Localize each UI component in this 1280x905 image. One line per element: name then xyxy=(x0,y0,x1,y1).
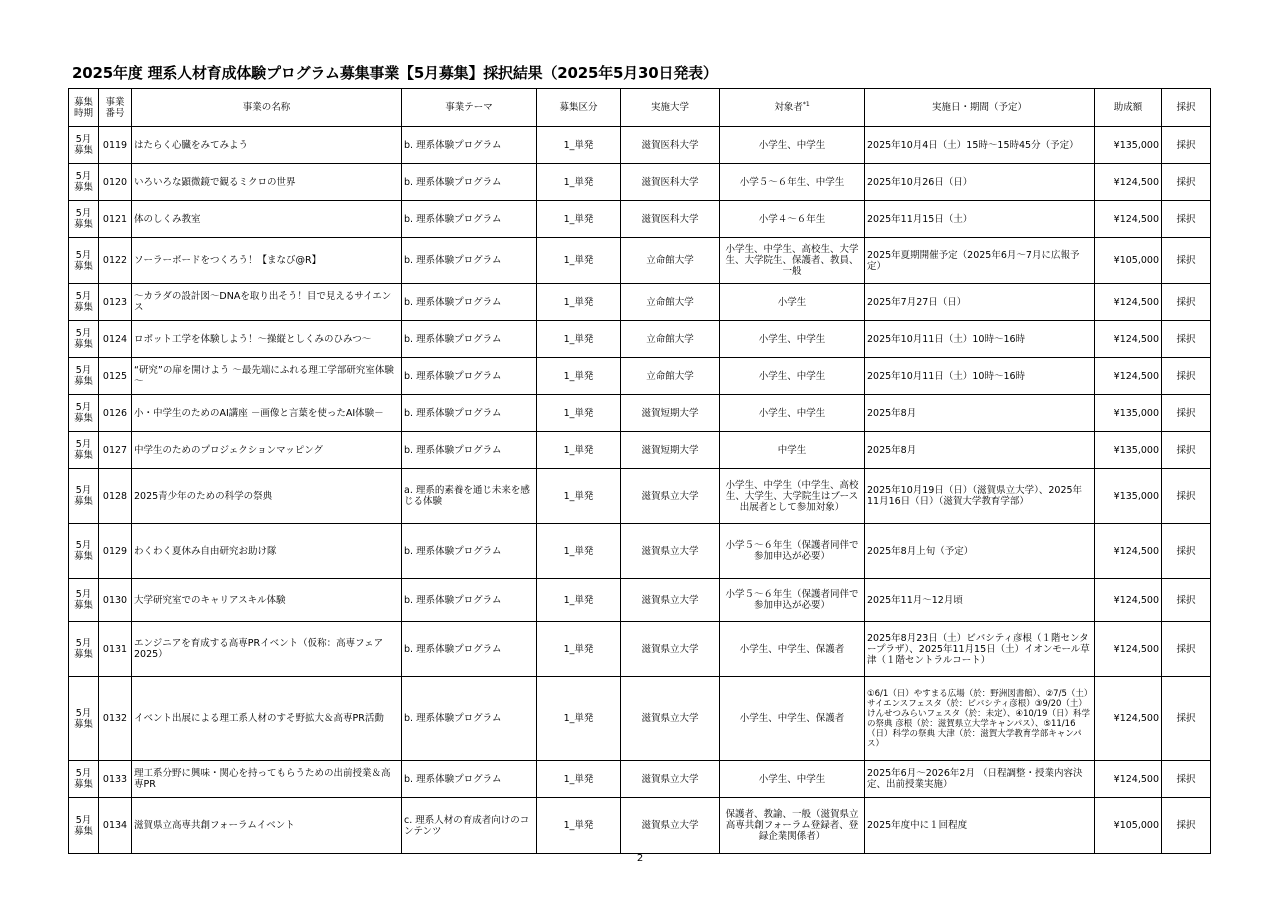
cell-dates: 2025年6月～2026年2月 （日程調整・授業内容決定、出前授業実施） xyxy=(865,761,1095,798)
cell-university: 滋賀県立大学 xyxy=(621,524,720,579)
cell-result: 採択 xyxy=(1162,238,1211,284)
cell-result: 採択 xyxy=(1162,469,1211,524)
cell-theme: b. 理系体験プログラム xyxy=(402,579,537,622)
cell-name: イベント出展による理工系人材のすそ野拡大＆高専PR活動 xyxy=(132,677,402,761)
cell-period: 5月募集 xyxy=(69,395,99,432)
cell-name: “研究”の扉を開けよう ～最先端にふれる理工学部研究室体験～ xyxy=(132,358,402,395)
table-row xyxy=(69,321,1211,358)
table-row xyxy=(69,395,1211,432)
cell-target: 小学４～６年生 xyxy=(720,201,865,238)
cell-university: 滋賀医科大学 xyxy=(621,201,720,238)
cell-number: 0134 xyxy=(99,798,132,854)
cell-category: 1_単発 xyxy=(537,432,621,469)
cell-theme: b. 理系体験プログラム xyxy=(402,524,537,579)
cell-number: 0129 xyxy=(99,524,132,579)
cell-result: 採択 xyxy=(1162,358,1211,395)
cell-dates: 2025年8月 xyxy=(865,432,1095,469)
cell-theme: b. 理系体験プログラム xyxy=(402,201,537,238)
cell-university: 滋賀短期大学 xyxy=(621,395,720,432)
cell-period: 5月募集 xyxy=(69,432,99,469)
cell-number: 0130 xyxy=(99,579,132,622)
cell-number: 0120 xyxy=(99,164,132,201)
table-row xyxy=(69,164,1211,201)
cell-university: 滋賀医科大学 xyxy=(621,127,720,164)
cell-number: 0122 xyxy=(99,238,132,284)
cell-name: ～カラダの設計図～DNAを取り出そう！目で見えるサイエンス xyxy=(132,284,402,321)
cell-dates: 2025年11月15日（土） xyxy=(865,201,1095,238)
cell-dates: 2025年11月～12月頃 xyxy=(865,579,1095,622)
cell-period: 5月募集 xyxy=(69,798,99,854)
cell-amount: ¥135,000 xyxy=(1095,469,1162,524)
cell-period: 5月募集 xyxy=(69,524,99,579)
cell-period: 5月募集 xyxy=(69,321,99,358)
cell-result: 採択 xyxy=(1162,284,1211,321)
page-title: 2025年度 理系人材育成体験プログラム募集事業【5月募集】採択結果（2025年5月30日発表） xyxy=(72,64,718,82)
cell-target: 小学５～６年生、中学生 xyxy=(720,164,865,201)
header-period: 募集時期 xyxy=(69,89,99,127)
cell-category: 1_単発 xyxy=(537,524,621,579)
header-target xyxy=(720,89,865,127)
table-row xyxy=(69,127,1211,164)
cell-university: 滋賀短期大学 xyxy=(621,432,720,469)
cell-dates: 2025年10月26日（日） xyxy=(865,164,1095,201)
cell-number: 0119 xyxy=(99,127,132,164)
cell-university: 滋賀県立大学 xyxy=(621,469,720,524)
cell-dates: 2025年夏期開催予定（2025年6月～7月に広報予定） xyxy=(865,238,1095,284)
cell-target: 小学５～６年生（保護者同伴で参加申込が必要） xyxy=(720,524,865,579)
cell-period: 5月募集 xyxy=(69,238,99,284)
cell-category: 1_単発 xyxy=(537,395,621,432)
cell-amount: ¥124,500 xyxy=(1095,284,1162,321)
cell-category: 1_単発 xyxy=(537,469,621,524)
cell-target: 小学生、中学生 xyxy=(720,358,865,395)
cell-period: 5月募集 xyxy=(69,164,99,201)
cell-period: 5月募集 xyxy=(69,579,99,622)
cell-number: 0125 xyxy=(99,358,132,395)
cell-amount: ¥105,000 xyxy=(1095,798,1162,854)
table-row xyxy=(69,284,1211,321)
table-row xyxy=(69,761,1211,798)
cell-category: 1_単発 xyxy=(537,358,621,395)
cell-number: 0123 xyxy=(99,284,132,321)
cell-amount: ¥124,500 xyxy=(1095,524,1162,579)
table-row xyxy=(69,238,1211,284)
cell-name: 滋賀県立高専共創フォーラムイベント xyxy=(132,798,402,854)
cell-theme: b. 理系体験プログラム xyxy=(402,622,537,677)
cell-amount: ¥124,500 xyxy=(1095,761,1162,798)
cell-category: 1_単発 xyxy=(537,284,621,321)
cell-result: 採択 xyxy=(1162,579,1211,622)
cell-theme: b. 理系体験プログラム xyxy=(402,677,537,761)
table-row xyxy=(69,358,1211,395)
cell-result: 採択 xyxy=(1162,395,1211,432)
cell-number: 0124 xyxy=(99,321,132,358)
cell-university: 滋賀県立大学 xyxy=(621,622,720,677)
cell-target: 小学生、中学生 xyxy=(720,761,865,798)
cell-university: 立命館大学 xyxy=(621,238,720,284)
cell-theme: b. 理系体験プログラム xyxy=(402,284,537,321)
cell-period: 5月募集 xyxy=(69,469,99,524)
cell-target: 小学生、中学生、保護者 xyxy=(720,622,865,677)
cell-university: 滋賀県立大学 xyxy=(621,579,720,622)
cell-theme: b. 理系体験プログラム xyxy=(402,395,537,432)
header-university: 実施大学 xyxy=(621,89,720,127)
cell-target: 小学生、中学生（中学生、高校生、大学生、大学院生はブース出展者として参加対象） xyxy=(720,469,865,524)
cell-amount: ¥135,000 xyxy=(1095,395,1162,432)
cell-name: わくわく夏休み自由研究お助け隊 xyxy=(132,524,402,579)
cell-target: 小学生、中学生 xyxy=(720,127,865,164)
cell-amount: ¥135,000 xyxy=(1095,432,1162,469)
cell-result: 採択 xyxy=(1162,164,1211,201)
cell-name: 中学生のためのプロジェクションマッピング xyxy=(132,432,402,469)
header-target-label: 対象者 xyxy=(774,102,803,113)
cell-name: 2025青少年のための科学の祭典 xyxy=(132,469,402,524)
cell-period: 5月募集 xyxy=(69,284,99,321)
cell-name: 大学研究室でのキャリアスキル体験 xyxy=(132,579,402,622)
table-row xyxy=(69,622,1211,677)
cell-university: 滋賀県立大学 xyxy=(621,798,720,854)
cell-amount: ¥124,500 xyxy=(1095,677,1162,761)
cell-amount: ¥124,500 xyxy=(1095,579,1162,622)
cell-name: ソーラーボードをつくろう！【まなび@R】 xyxy=(132,238,402,284)
table-row xyxy=(69,677,1211,761)
cell-target: 小学生、中学生 xyxy=(720,321,865,358)
table-row xyxy=(69,798,1211,854)
cell-period: 5月募集 xyxy=(69,201,99,238)
cell-period: 5月募集 xyxy=(69,622,99,677)
header-amount: 助成額 xyxy=(1095,89,1162,127)
table-row xyxy=(69,469,1211,524)
results-table xyxy=(68,88,1211,854)
page-number: 2 xyxy=(636,853,644,864)
cell-university: 滋賀医科大学 xyxy=(621,164,720,201)
cell-name: 体のしくみ教室 xyxy=(132,201,402,238)
cell-theme: b. 理系体験プログラム xyxy=(402,432,537,469)
cell-name: エンジニアを育成する高専PRイベント（仮称：高専フェア2025） xyxy=(132,622,402,677)
header-dates: 実施日・期間（予定） xyxy=(865,89,1095,127)
cell-name: いろいろな顕微鏡で観るミクロの世界 xyxy=(132,164,402,201)
cell-period: 5月募集 xyxy=(69,761,99,798)
cell-dates: 2025年10月4日（土）15時～15時45分（予定） xyxy=(865,127,1095,164)
cell-amount: ¥135,000 xyxy=(1095,127,1162,164)
cell-theme: b. 理系体験プログラム xyxy=(402,358,537,395)
cell-period: 5月募集 xyxy=(69,127,99,164)
header-result: 採択 xyxy=(1162,89,1211,127)
cell-university: 立命館大学 xyxy=(621,358,720,395)
cell-number: 0127 xyxy=(99,432,132,469)
cell-university: 立命館大学 xyxy=(621,284,720,321)
cell-category: 1_単発 xyxy=(537,127,621,164)
cell-name: はたらく心臓をみてみよう xyxy=(132,127,402,164)
cell-name: 小・中学生のためのAI講座 －画像と言葉を使ったAI体験－ xyxy=(132,395,402,432)
header-category: 募集区分 xyxy=(537,89,621,127)
cell-result: 採択 xyxy=(1162,761,1211,798)
cell-target: 小学生、中学生、高校生、大学生、大学院生、保護者、教員、一般 xyxy=(720,238,865,284)
header-target-note: *1 xyxy=(802,100,810,108)
cell-name: 理工系分野に興味・関心を持ってもらうための出前授業＆高専PR xyxy=(132,761,402,798)
cell-university: 滋賀県立大学 xyxy=(621,677,720,761)
cell-university: 滋賀県立大学 xyxy=(621,761,720,798)
cell-result: 採択 xyxy=(1162,201,1211,238)
cell-number: 0132 xyxy=(99,677,132,761)
table-row xyxy=(69,432,1211,469)
cell-amount: ¥124,500 xyxy=(1095,321,1162,358)
cell-target: 中学生 xyxy=(720,432,865,469)
cell-period: 5月募集 xyxy=(69,358,99,395)
cell-dates: 2025年10月11日（土）10時～16時 xyxy=(865,321,1095,358)
cell-category: 1_単発 xyxy=(537,201,621,238)
cell-dates: 2025年10月19日（日）（滋賀県立大学）、2025年11月16日（日）（滋賀大学教育学部） xyxy=(865,469,1095,524)
cell-number: 0121 xyxy=(99,201,132,238)
cell-target: 小学５～６年生（保護者同伴で参加申込が必要） xyxy=(720,579,865,622)
cell-number: 0126 xyxy=(99,395,132,432)
cell-category: 1_単発 xyxy=(537,321,621,358)
cell-result: 採択 xyxy=(1162,677,1211,761)
cell-number: 0133 xyxy=(99,761,132,798)
cell-result: 採択 xyxy=(1162,622,1211,677)
table-row xyxy=(69,524,1211,579)
header-row xyxy=(69,89,1211,127)
cell-theme: b. 理系体験プログラム xyxy=(402,761,537,798)
cell-amount: ¥124,500 xyxy=(1095,358,1162,395)
cell-theme: b. 理系体験プログラム xyxy=(402,321,537,358)
cell-number: 0131 xyxy=(99,622,132,677)
cell-dates: 2025年8月上旬（予定） xyxy=(865,524,1095,579)
cell-dates: 2025年8月23日（土）ビバシティ彦根（１階センタープラザ）、2025年11月15日（土）イオンモール草津（１階セントラルコート） xyxy=(865,622,1095,677)
cell-result: 採択 xyxy=(1162,432,1211,469)
cell-dates: ①6/1（日）やすまる広場（於：野洲図書館）、②7/5（土）サイエンスフェスタ（於：ビバシティ彦根）③9/20（土）けんせつみらいフェスタ（於：未定）、④10/19（日）科学の祭典 彦根（於：滋賀県立大学キャンパス）、⑤11/16（日）科学の祭典 大津（於：滋賀大学教育学部キャンパス） xyxy=(865,677,1095,761)
cell-target: 保護者、教諭、一般（滋賀県立高専共創フォーラム登録者、登録企業関係者） xyxy=(720,798,865,854)
cell-dates: 2025年10月11日（土）10時～16時 xyxy=(865,358,1095,395)
header-number: 事業番号 xyxy=(99,89,132,127)
cell-number: 0128 xyxy=(99,469,132,524)
cell-category: 1_単発 xyxy=(537,761,621,798)
cell-amount: ¥124,500 xyxy=(1095,622,1162,677)
cell-theme: c. 理系人材の育成者向けのコンテンツ xyxy=(402,798,537,854)
table-row xyxy=(69,579,1211,622)
cell-amount: ¥105,000 xyxy=(1095,238,1162,284)
cell-target: 小学生 xyxy=(720,284,865,321)
cell-result: 採択 xyxy=(1162,127,1211,164)
cell-category: 1_単発 xyxy=(537,798,621,854)
cell-name: ロボット工学を体験しよう！～操縦としくみのひみつ～ xyxy=(132,321,402,358)
table-row xyxy=(69,201,1211,238)
cell-university: 立命館大学 xyxy=(621,321,720,358)
cell-theme: b. 理系体験プログラム xyxy=(402,238,537,284)
cell-result: 採択 xyxy=(1162,321,1211,358)
cell-period: 5月募集 xyxy=(69,677,99,761)
cell-amount: ¥124,500 xyxy=(1095,164,1162,201)
cell-result: 採択 xyxy=(1162,524,1211,579)
cell-theme: b. 理系体験プログラム xyxy=(402,164,537,201)
cell-category: 1_単発 xyxy=(537,238,621,284)
cell-dates: 2025年7月27日（日） xyxy=(865,284,1095,321)
cell-dates: 2025年度中に１回程度 xyxy=(865,798,1095,854)
header-name: 事業の名称 xyxy=(132,89,402,127)
cell-amount: ¥124,500 xyxy=(1095,201,1162,238)
cell-category: 1_単発 xyxy=(537,622,621,677)
cell-theme: a. 理系的素養を通じ未来を感じる体験 xyxy=(402,469,537,524)
cell-target: 小学生、中学生 xyxy=(720,395,865,432)
cell-theme: b. 理系体験プログラム xyxy=(402,127,537,164)
cell-category: 1_単発 xyxy=(537,164,621,201)
cell-dates: 2025年8月 xyxy=(865,395,1095,432)
header-theme: 事業テーマ xyxy=(402,89,537,127)
cell-result: 採択 xyxy=(1162,798,1211,854)
cell-category: 1_単発 xyxy=(537,579,621,622)
cell-category: 1_単発 xyxy=(537,677,621,761)
cell-target: 小学生、中学生、保護者 xyxy=(720,677,865,761)
